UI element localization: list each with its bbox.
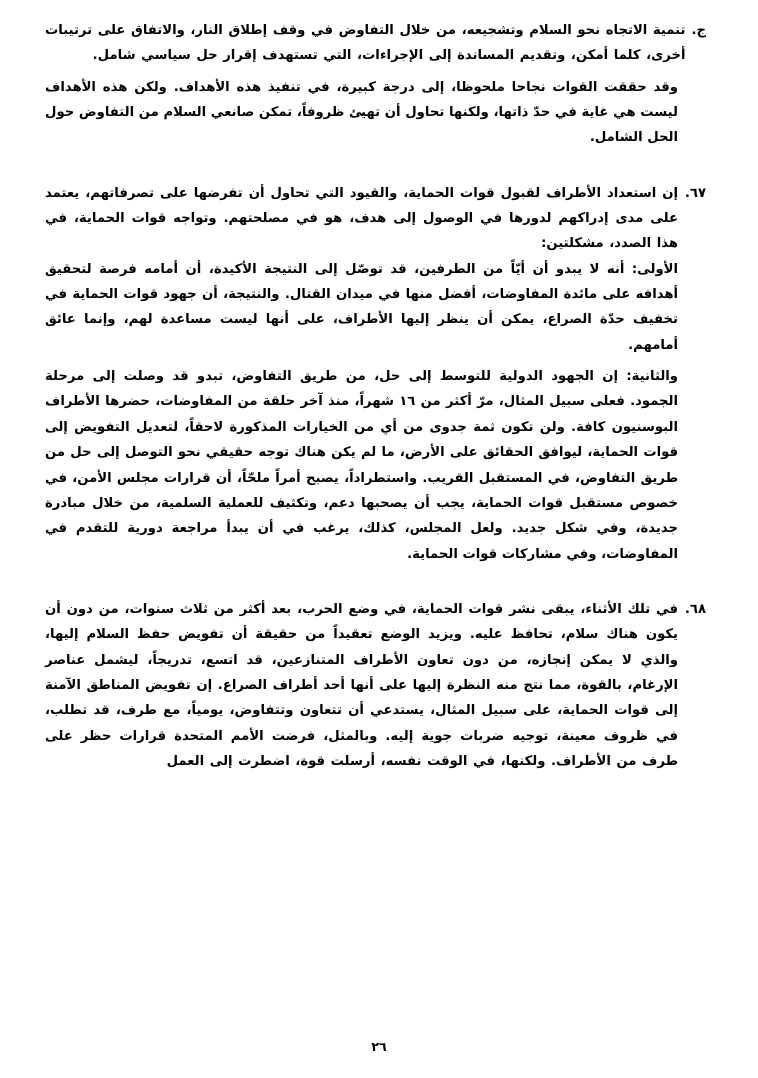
list-marker: ٦٨. bbox=[684, 601, 706, 617]
paragraph-c-followup: وقد حققت القوات نجاحا ملحوظا، إلى درجة كبيرة، في تنفيذ هذه الأهداف. ولكن هذه الأهداف ليست هي غاية في حدّ ذاتها، ولكنها تحاول أن تهيئ ظروفاً، تمكن صانعي السلام من التفاوض حول الحل الشامل. bbox=[45, 79, 678, 146]
paragraph-67-second: والثانية: إن الجهود الدولية للتوسط إلى حل، من طريق التفاوض، تبدو قد وصلت إلى مرحلة الجمود. فعلى سبيل المثال، مرّ أكثر من ١٦ شهراً، منذ آخر حلقة من المفاوضات، حضرها الأطراف البوسنيون كافة. ولن تكون ثمة جدوى من أي من الخيارات المذكورة لاحقاً، لتعديل التفويض إلى قوات الحماية، ليوافق الحقائق على الأرض، ما لم يكن هناك توجه حقيقي نحو التوصل إلى حل من طريق التفاوض، في المستقبل القريب. واستطراداً، يصبح أمراً ملحّاً، أن قرارات مجلس الأمن، في خصوص مستقبل قوات الحماية، يجب أن يصحبها دعم، وتكثيف للعملية السلمية، من خلال مبادرة جديدة، وفي شكل جديد. ولعل المجلس، كذلك، يرغب في أن يبدأ مراجعة دورية للتقدم في المفاوضات، وفي مشاركات قوات الحماية. bbox=[45, 369, 679, 562]
paragraph-text: إن استعداد الأطراف لقبول قوات الحماية، والقيود التي تحاول أن تفرضها على تصرفاتهم، يعتمد على مدى إدراكهم لدورها في الوصول إلى هدف، هو في مصلحتهم. وتواجه قوات الحماية، في هذا الصدد، مشكلتين: bbox=[45, 185, 678, 252]
paragraph-item-c bbox=[45, 18, 706, 69]
page-number: ٢٦ bbox=[371, 1039, 387, 1054]
paragraph-67-first: الأولى: أنه لا يبدو أن أيّاً من الطرفين، قد توصّل إلى النتيجة الأكيدة، أن أمامه فرصة لتحقيق أهدافه على مائدة المفاوضات، أفضل منها في ميدان القتال. والنتيجة، أن جهود قوات الحماية في تخفيف حدّة الصراع، يمكن أن ينظر إليها الأطراف، على أنها ليست مساعدة لهم، وإنما عائق أمامهم. bbox=[45, 261, 678, 353]
paragraph-text: تنمية الاتجاه نحو السلام وتشجيعه، من خلال التفاوض في وقف إطلاق النار، والاتفاق على ترتيبات أخرى، كلما أمكن، وتقديم المساندة إلى الإجراءات، التي تستهدف إقرار حل سياسي شامل. bbox=[45, 23, 686, 64]
list-marker: ٦٧. bbox=[684, 185, 706, 201]
list-marker: ج. bbox=[691, 23, 706, 38]
spacer bbox=[45, 567, 706, 597]
paragraph-text: في تلك الأثناء، يبقى نشر قوات الحماية، في وضع الحرب، بعد أكثر من ثلاث سنوات، من دون أن يكون هناك سلام، تحافظ عليه. ويزيد الوضع تعقيداً من حقيقة أن تفويض حفظ السلام إليها، والذي لا يمكن إنجازه، من دون تعاون الأطراف المتنازعين، قد اتسع، تدريجاً، ليشمل عناصر الإرغام، بالقوة، مما نتج منه النظرة إليها على أنها أحد أطراف الصراع. إن تفويض المناطق الآمنة إلى قوات الحماية، على سبيل المثال، يستدعي أن تتعاون وتتفاوض، يومياً، مع طرف، قد تطلب، في ظروف معينة، توجيه ضربات جوية إليه. وبالمثل، فرضت الأمم المتحدة قرارات حظر على طرف من الأطراف. ولكنها، في الوقت نفسه، أرسلت قوة، اضطرت إلى العمل bbox=[45, 601, 678, 769]
paragraph-item-67 bbox=[45, 181, 706, 257]
spacer bbox=[45, 151, 706, 181]
paragraph-item-68 bbox=[45, 597, 706, 774]
